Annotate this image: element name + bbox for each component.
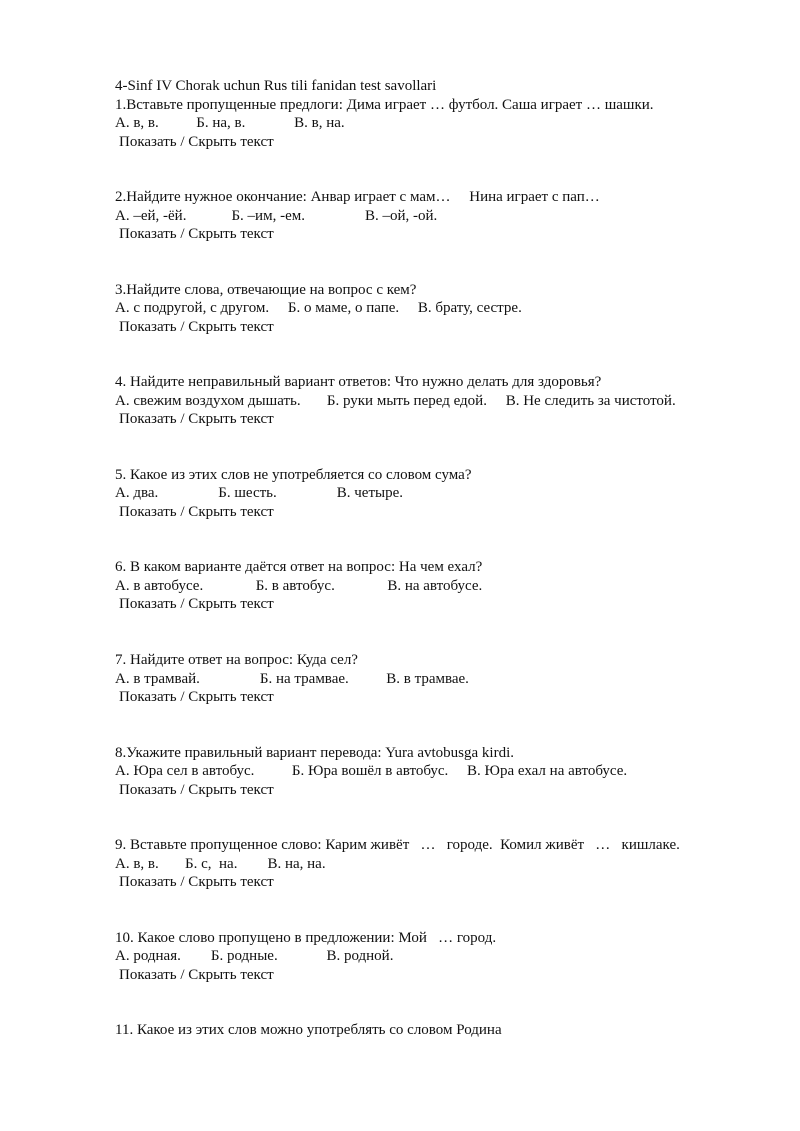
show-hide-text-link[interactable]: Показать / Скрыть текст	[119, 503, 274, 520]
show-hide-text-link[interactable]: Показать / Скрыть текст	[119, 411, 274, 428]
question-7	[115, 651, 755, 744]
question-5	[115, 466, 755, 559]
question-options: А. –ей, -ёй. Б. –им, -ем. В. –ой, -ой.	[115, 207, 438, 224]
question-3	[115, 281, 755, 374]
question-text: 11. Какое из этих слов можно употреблять со словом Родина	[115, 1022, 502, 1039]
question-text: 3.Найдите слова, отвечающие на вопрос с кем?	[115, 281, 417, 298]
question-text: 8.Укажите правильный вариант перевода: Yura avtobusga kirdi.	[115, 744, 515, 761]
question-2	[115, 188, 755, 281]
show-hide-text-link[interactable]: Показать / Скрыть текст	[119, 133, 274, 150]
question-options: А. в, в. Б. на, в. В. в, на.	[115, 115, 345, 131]
question-options: А. два. Б. шесть. В. четыре.	[115, 485, 404, 502]
question-8	[115, 744, 755, 837]
show-hide-text-link[interactable]: Показать / Скрыть текст	[119, 596, 274, 613]
question-text: 7. Найдите ответ на вопрос: Куда сел?	[115, 652, 358, 669]
show-hide-text-link[interactable]: Показать / Скрыть текст	[119, 318, 274, 335]
question-options: А. родная. Б. родные. В. родной.	[115, 948, 394, 965]
show-hide-text-link[interactable]: Показать / Скрыть текст	[119, 226, 274, 243]
question-1	[115, 96, 755, 189]
question-text: 10. Какое слово пропущено в предложении: Мой … город.	[115, 929, 497, 946]
question-text: 1.Вставьте пропущенные предлоги: Дима играет … футбол. Саша играет … шашки.	[115, 96, 654, 113]
question-text: 4. Найдите неправильный вариант ответов: Что нужно делать для здоровья?	[115, 374, 602, 391]
document-title: 4-Sinf IV Chorak uchun Rus tili fanidan test savollari	[115, 78, 437, 94]
question-options: А. в трамвай. Б. на трамвае. В. в трамвае.	[115, 670, 469, 687]
question-6	[115, 558, 755, 651]
question-11	[115, 1021, 755, 1114]
question-options: А. свежим воздухом дышать. Б. руки мыть перед едой. В. Не следить за чистотой.	[115, 392, 676, 409]
question-options: А. Юра сел в автобус. Б. Юра вошёл в автобус. В. Юра ехал на автобусе.	[115, 763, 628, 780]
show-hide-text-link[interactable]: Показать / Скрыть текст	[119, 874, 274, 891]
question-text: 2.Найдите нужное окончание: Анвар играет с мам… Нина играет с пап…	[115, 189, 600, 206]
show-hide-text-link[interactable]: Показать / Скрыть текст	[119, 966, 274, 983]
question-text: 9. Вставьте пропущенное слово: Карим живёт … городе. Комил живёт … кишлаке.	[115, 837, 680, 854]
question-options: А. в автобусе. Б. в автобус. В. на автобусе.	[115, 577, 483, 594]
question-10	[115, 929, 755, 1022]
question-text: 5. Какое из этих слов не употребляется со словом сума?	[115, 466, 472, 483]
question-options: А. с подругой, с другом. Б. о маме, о папе. В. брату, сестре.	[115, 300, 522, 317]
show-hide-text-link[interactable]: Показать / Скрыть текст	[119, 781, 274, 798]
question-options: А. в, в. Б. с, на. В. на, на.	[115, 855, 326, 872]
question-4	[115, 373, 755, 466]
show-hide-text-link[interactable]: Показать / Скрыть текст	[119, 689, 274, 706]
question-9	[115, 836, 755, 929]
question-text: 6. В каком варианте даётся ответ на вопрос: На чем ехал?	[115, 559, 483, 576]
document-page	[115, 77, 755, 1114]
